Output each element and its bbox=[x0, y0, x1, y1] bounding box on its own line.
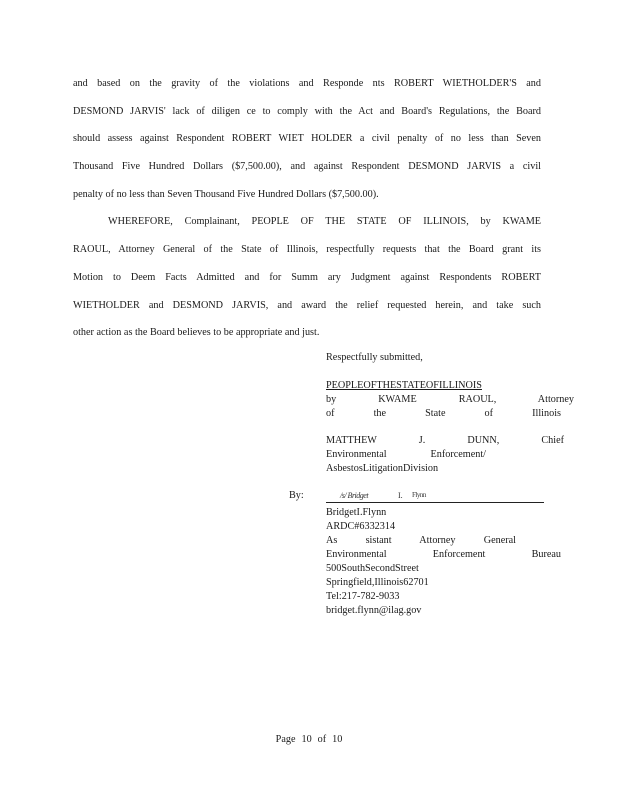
closing-block bbox=[326, 351, 561, 365]
body-line: RAOUL, Attorney General of the State of Illinois, respectfully requests that the Board grant its bbox=[73, 244, 541, 256]
street-address: 500SouthSecondStreet bbox=[326, 563, 419, 574]
enforcement-line: Environmental Enforcement/ bbox=[326, 449, 486, 460]
signer-title: As sistant Attorney General bbox=[326, 535, 516, 546]
body-line: penalty of no less than Seven Thousand Five Hundred Dollars ($7,500.00). bbox=[73, 188, 379, 200]
body-line: and based on the gravity of the violations and Responde nts ROBERT WIETHOLDER'S and bbox=[73, 78, 541, 89]
signature-scrawl: I. bbox=[398, 491, 403, 500]
body-paragraphs bbox=[73, 70, 541, 347]
email-address: bridget.flynn@ilag.gov bbox=[326, 605, 422, 616]
chief-line: MATTHEW J. DUNN, Chief bbox=[326, 435, 564, 446]
telephone: Tel:217-782-9033 bbox=[326, 591, 400, 602]
body-line: other action as the Board believes to be appropriate and just. bbox=[73, 327, 320, 339]
bureau-line: Environmental Enforcement Bureau bbox=[326, 549, 561, 560]
page-total: 10 bbox=[332, 734, 343, 745]
by-label: By: bbox=[289, 490, 304, 501]
body-line: WIETHOLDER and DESMOND JARVIS, and award the relief requested herein, and take such bbox=[73, 299, 541, 311]
signature-scrawl: Flynn bbox=[412, 491, 426, 499]
signature-line bbox=[326, 491, 544, 503]
party-name: PEOPLEOFTHESTATEOFILLINOIS bbox=[326, 380, 482, 391]
party-block bbox=[326, 379, 574, 421]
body-line: should assess against Respondent ROBERT WIET HOLDER a civil penalty of no less than Seven bbox=[73, 133, 541, 145]
city-address: Springfield,Illinois62701 bbox=[326, 577, 429, 588]
signer-name: BridgetI.Flynn bbox=[326, 507, 387, 518]
state-of-illinois-line: of the State of Illinois bbox=[326, 408, 561, 419]
division-line: AsbestosLitigationDivision bbox=[326, 463, 439, 474]
by-attorney-line: by KWAME RAOUL, Attorney bbox=[326, 394, 574, 405]
signature-scrawl: /s/ Bridget bbox=[340, 491, 369, 500]
page-number: 10 bbox=[301, 734, 312, 745]
chief-block bbox=[326, 434, 564, 476]
of-word: of bbox=[317, 734, 327, 745]
page-footer bbox=[0, 734, 618, 745]
ardc-number: ARDC#6332314 bbox=[326, 521, 396, 532]
body-line: WHEREFORE, Complainant, PEOPLE OF THE STATE OF ILLINOIS, by KWAME bbox=[108, 216, 541, 228]
body-line: Motion to Deem Facts Admitted and for Summ ary Judgment against Respondents ROBERT bbox=[73, 271, 541, 283]
signer-block bbox=[326, 506, 561, 618]
page-word: Page bbox=[275, 734, 296, 745]
body-line: Thousand Five Hundred Dollars ($7,500.00), and against Respondent DESMOND JARVIS a civil bbox=[73, 161, 541, 173]
body-line: DESMOND JARVIS' lack of diligen ce to comply with the Act and Board's Regulations, the Board bbox=[73, 105, 541, 117]
respectfully-submitted: Respectfully submitted, bbox=[326, 352, 423, 363]
